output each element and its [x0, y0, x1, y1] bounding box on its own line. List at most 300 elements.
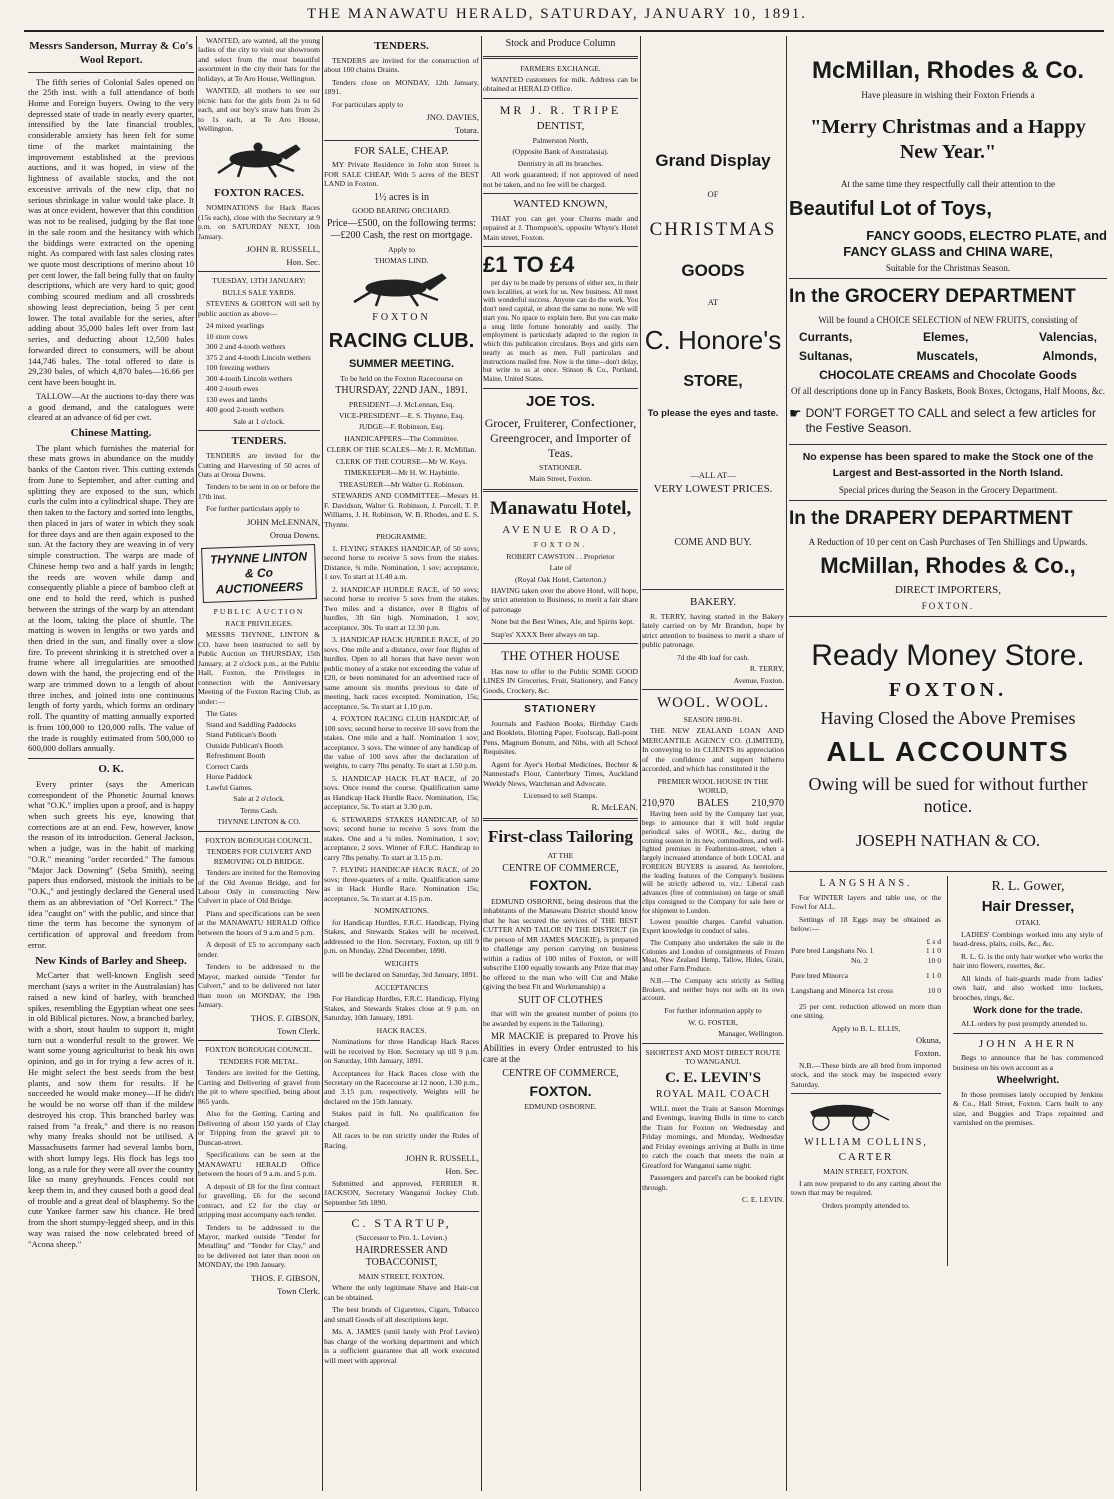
- grocery-title: In the GROCERY DEPARTMENT: [789, 286, 1076, 308]
- toys-line: FANCY GOODS, ELECTRO PLATE, and: [866, 227, 1107, 243]
- langshans-place: Okuna,: [915, 1035, 941, 1046]
- collins-orders: Orders promptly attended to.: [822, 1200, 910, 1210]
- christmas-title: CHRISTMAS: [649, 218, 777, 240]
- divider: [198, 271, 320, 272]
- fruit: Elemes,: [922, 330, 969, 345]
- column-divider: [640, 36, 641, 1491]
- divider: [483, 818, 638, 821]
- divider: [324, 140, 479, 141]
- tenders-body: For particulars apply to: [332, 99, 404, 109]
- ready-money-foxton: FOXTON.: [888, 679, 1008, 702]
- racing-club-foxton: FOXTON: [372, 312, 431, 324]
- divider: [791, 1093, 941, 1094]
- drapery-body: A Reduction of 10 per cent on Cash Purchases of Ten Shillings and Upwards.: [808, 537, 1088, 548]
- gower-body: R. L. G. is the only hair worker who works the hair into flowers, rosettes, &c.: [953, 951, 1103, 971]
- official: PRESIDENT—J. McLennan, Esq.: [348, 399, 455, 409]
- route-title: SHORTEST AND MOST DIRECT ROUTE TO WANGANUI.: [645, 1047, 781, 1067]
- dentist-address: Palmerston North,: [532, 135, 589, 145]
- tailoring-title: First-class Tailoring: [488, 827, 633, 847]
- auction-list: [198, 709, 320, 792]
- racing-held: To be held on the Foxton Racecourse on: [340, 373, 463, 383]
- gower-body: LADIES' Combings worked into any style of head-dress, plaits, coils, &c., &c.: [953, 929, 1103, 949]
- fruits-row: [799, 330, 1097, 345]
- list-item: 130 ewes and lambs: [206, 394, 268, 404]
- signature-title: Hon. Sec.: [445, 1166, 479, 1177]
- wool-season: SEASON 1890-91.: [683, 714, 743, 724]
- goods-title: GOODS: [681, 260, 745, 280]
- money-body: per day to be made by persons of either sex, in their own localities, at work for us. New business. All meet with wonderful success. Anyone can do the work. You don't need capital, or about the same no none. We will start you. No space to explain here. But you can make a snug little fortune honorably and easily. The employment is particularly adapted to the region in which this publication circulates. Boys and girls earn nearly as much as men. Full particulars and instructions mailed free. Now is the time—don't delay, but write to us at once. Stinson & Co., Portland, Maine, United States.: [483, 278, 638, 384]
- tailoring-body: that will win the greatest number of points (to be awarded by experts in the Tailoring).: [483, 1009, 638, 1028]
- list-item: 400 2-tooth ewes: [206, 384, 259, 394]
- bottom-ads: [789, 876, 1107, 1266]
- gower-trade: Hair Dresser,: [981, 897, 1075, 915]
- official: STEWARDS AND COMMITTEE—Messrs H. F. Davidson, Walter G. Robinson, J. Purcell, T. P. Williams, J. H. Robinson, W. B. Rhodes, and E. S. Thynne.: [324, 491, 479, 529]
- price-item: Pure bred Minorca: [791, 970, 848, 980]
- levin-body: Passengers and parcel's can be booked right through.: [642, 1173, 784, 1192]
- signature: JOHN R. RUSSELL,: [246, 244, 320, 255]
- tailoring-mackie: MR MACKIE is prepared to Prove his Abilities in every Order entrusted to his care at the: [483, 1031, 638, 1064]
- divider: [642, 1043, 784, 1044]
- for-sale-body: MY Private Residence in John ston Street is FOR SALE CHEAP, With 5 acres of the BEST LAND in Foxton.: [324, 160, 479, 189]
- tailoring-town: FOXTON.: [529, 1082, 592, 1099]
- price-row: [791, 946, 941, 955]
- pointing-hand-icon: ☛: [789, 406, 802, 422]
- dentist-body: Dentistry in all its branches.: [517, 158, 604, 168]
- officials-list: [324, 400, 479, 530]
- borough-council-body: Tenders to be addressed to the Mayor, marked outside "Tender for Culvert," and to be delivered not later than noon on MONDAY, the 19th January.: [198, 962, 320, 1010]
- langshans-eggs: Settings of 18 Eggs may be obtained as below:—: [791, 914, 941, 934]
- list-item: Horse Paddock: [206, 772, 253, 782]
- divider: [483, 643, 638, 644]
- hotel-road: AVENUE ROAD,: [502, 524, 619, 537]
- official: HANDICAPPERS—The Committee.: [344, 433, 459, 443]
- bulls-list: [198, 321, 320, 414]
- bulls-date: TUESDAY, 13TH JANUARY:: [212, 276, 306, 286]
- gower-body: ALL orders by post promptly attended to.: [961, 1019, 1088, 1029]
- wool-signature: W. G. FOSTER,: [688, 1017, 738, 1027]
- signature-title: Town Clerk.: [277, 1025, 320, 1036]
- tailoring-signature: EDMUND OSBORNE.: [524, 1102, 597, 1112]
- levin-body: WILL meet the Train at Sanson Mornings and Evenings, leaving Bulls in time to catch the Train for Foxton on Wednesday and Friday mornings, and Monday, Wednesday and Friday evenings arriving at Bulls in time to catch the coach that meets the train at Greatford for Wanganui same night.: [642, 1103, 784, 1170]
- fancy-baskets: Of all descriptions done up in Fancy Baskets, Book Boxes, Octogans, Half Moons, &c.: [791, 386, 1105, 397]
- wool-body: N.B.—The Company acts strictly as Selling Brokers, and neither buys nor sells on its own account.: [642, 976, 784, 1003]
- wool-title: WOOL. WOOL.: [657, 695, 769, 712]
- spacer: [642, 36, 784, 146]
- signature-title: Hon. Sec.: [286, 256, 320, 267]
- startup-address: MAIN STREET, FOXTON.: [358, 1271, 445, 1281]
- hotel-body: None but the Best Wines, Ale, and Spirits kept.: [491, 617, 635, 627]
- ahern-trade: Wheelwright.: [996, 1075, 1060, 1087]
- toys-suitable: Suitable for the Christmas Season.: [885, 263, 1011, 273]
- list-item: Outside Publican's Booth: [206, 740, 283, 750]
- masthead-rule: [24, 30, 1104, 32]
- tenders-body: TENDERS are invited for the construction of about 100 chains Drains.: [324, 55, 479, 75]
- weights-body: will be declared on Saturday, 3rd January, 1891.: [332, 970, 479, 980]
- other-house-body: Has now to offer to the Public SOME GOOD LINES IN Groceries, Fruit, Stationery, and Fancy Goods, Crockery, &c.: [483, 666, 638, 695]
- list-item: Lawful Games.: [206, 782, 253, 792]
- dentist-body: All work guaranteed; if not approved of need not be taken, and no fee will be charged.: [483, 170, 638, 189]
- drapery-title: In the DRAPERY DEPARTMENT: [789, 508, 1073, 530]
- mcmillan-title: McMillan, Rhodes & Co.,: [820, 553, 1076, 579]
- divider: [28, 72, 194, 73]
- price-item: Pure bred Langshans No. 1: [791, 946, 874, 956]
- borough-council-title: FOXTON BOROUGH COUNCIL.: [205, 1045, 313, 1055]
- wool-bales-right: 210,970: [751, 797, 784, 809]
- ok-title: O. K.: [98, 763, 124, 776]
- divider: [28, 758, 194, 759]
- wool-body: Lowest possible charges. Careful valuation. Expert knowledge in conduct of sales.: [642, 918, 784, 936]
- chinese-matting-body: The plant which furnishes the material for these mats grows in abundance on the muddy banks of the Canton river. This cutting extends from June to September, and after cutting and splitting they are exposed to the sun, which curls the culm into a cylindrical shape. They are then taken to the factory and sorted into lengths, then placed in jars of water in which they soak for three days and are then again exposed to the sun. At the factory they are weaving in of very simple construction. The warps are made of Chinese hemp two and a half yards in length; the reeds are woven while damp and consequently pliable a piece of bamboo cleft at one end to hold the reed, which is pushed between the strings of the warp by an attendant at the loom, taking the place of shuttle. The matting is woven in lengths or two yards and then dried in the sun, and finally over a slow fire. To prevent shrinking it is stretched over a frame where all irregularities are smoothed down with the hand, the projecting end of the warp are trimmed down to a length of about three inches, and joined into one continuous length of forty yards, which forms an ordinary roll. The quantity of matting annually exported is from 100,000 to 120,000 rolls. The value of the trade is roughly estimated from 500,000 to 600,000 dollars annually.: [28, 442, 194, 754]
- programme-title: PROGRAMME.: [376, 532, 427, 542]
- wool-further: For further information apply to: [664, 1006, 762, 1016]
- column-divider: [947, 876, 948, 1266]
- stock-column-title: Stock and Produce Column: [505, 38, 616, 49]
- divider: [198, 831, 320, 832]
- ok-body: Every printer (says the American correspondent of the Phonetic Journal knows what "O.K." implies upon a proof, and is happy when such greets his eye, knowing that corrections are at an end. Few, however, know the reason of its introduction. General Jackson, when a judge, was in the habit of marking "O.R." meaning "order recorded." The famous "Major Jack Downing" (Seba Smith), seeing papers thus endorsed, mistook the initials to be "O.K.," and jestingly declared the General used them as an abbreviation of "Orl Korrect." The idea "caught on" with the public, and since that time the term has become the synonym of certification of approval and freedom from error.: [28, 778, 194, 950]
- all-accounts: ALL ACCOUNTS: [826, 735, 1070, 767]
- farmers-exchange-body: WANTED customers for milk. Address can be obtained at HERALD Office.: [483, 74, 638, 94]
- divider: [483, 246, 638, 247]
- for-sale-apply: Apply to: [388, 244, 415, 254]
- price-row: [791, 956, 941, 965]
- wanted-ladies-ad: WANTED, are wanted, all the young ladies of the city to visit our showroom and select from the most beautiful assortment in the city their hats for the holidays, at Te Aro House, Wellington.: [198, 36, 320, 83]
- racehorse-illustration: [198, 137, 320, 181]
- tailoring-body: EDMUND OSBORNE, being desirous that the inhabitants of the Manawatu District should know that he has secured the services of THE BEST CUTTER AND TAILOR IN THE DISTRICT (in the person of MR JAMES MACKIE), is prepared to challenge any person carrying on business within a radius of 100 miles of Foxton, or will subscribe £100 equally towards any Prize that may be offered to the man who will Cut and Make (giving the best Fit and Workmanship) a: [483, 896, 638, 992]
- money-headline: £1 TO £4: [483, 252, 575, 278]
- auction-body: MESSRS THYNNE, LINTON & CO. have been instructed to sell by Public Auction on THURSDAY, 15th January, at 2 o'clock p.m., at the Public Hall, Foxton, the Privileges in connection with the Anniversary Meeting of the Foxton Racing Club, as under:—: [198, 630, 320, 706]
- grocery-body: Will be found a CHOICE SELECTION of NEW FRUITS, consisting of: [818, 315, 1078, 325]
- list-item: 300 4-tooth Lincoln wethers: [206, 373, 293, 383]
- signature-title: Oroua Downs.: [269, 529, 320, 540]
- borough-council-subtitle: TENDERS FOR CULVERT AND REMOVING OLD BRIDGE.: [206, 847, 312, 866]
- nathan-signature: JOSEPH NATHAN & CO.: [855, 830, 1041, 850]
- langshans-title: LANGSHANS.: [819, 878, 913, 890]
- wool-body: The Company also undertakes the sale in the Colonies and London of consignments of Frozen Meat, New Zealand Hemp, Tallow, Hides, Grain, and other Farm Produce.: [642, 938, 784, 974]
- bakery-title: BAKERY.: [690, 596, 736, 609]
- wool-body: Having been sold by the Company last year, begs to announce that it will hold regular periodical sales of WOOL, &c., during the coming season in its new, commodious, and well-lighted premises in Featherston-street, when a largely increased attendance of both LOCAL and FOREIGN BUYERS is assured. As heretofore, the leading features of the Company's business will be strictly adhered to, viz.: Liberal cash advances (free of commission) on large or small clips consigned to the Company for sale here or for shipment to London.: [642, 810, 784, 915]
- startup-name: C. STARTUP,: [351, 1216, 452, 1231]
- ready-money-title: Ready Money Store.: [811, 638, 1085, 672]
- for-sale-signature: THOMAS LIND.: [374, 256, 429, 266]
- column-divider: [481, 36, 482, 1491]
- fruit: Currants,: [799, 330, 853, 345]
- startup-successor: (Successor to Pro. L. Levien.): [356, 1233, 447, 1243]
- mcmillan-title: McMillan, Rhodes & Co.: [811, 57, 1084, 84]
- official: JUDGE—F. Robinson, Esq.: [358, 422, 445, 432]
- price-value: 1 1 0: [925, 946, 941, 956]
- langshans-ad: [791, 876, 941, 1212]
- startup-body: Ms. A. JAMES (until lately with Prof Levien) has charge of the working department and which is a sufficient guarantee that all work executed will meet with approval: [324, 1327, 479, 1365]
- gower-ad: [953, 876, 1103, 1131]
- dentist-name: MR J. R. TRIPE: [499, 102, 622, 117]
- dentist-title: DENTIST,: [536, 119, 585, 132]
- signature: JNO. DAVIES,: [426, 112, 479, 123]
- divider: [789, 616, 1107, 617]
- fruit: Sultanas,: [799, 349, 853, 364]
- chocolate-creams: CHOCOLATE CREAMS and Chocolate Goods: [819, 368, 1077, 383]
- acceptances-title: ACCEPTANCES: [374, 982, 429, 992]
- programme-item: 3. HANDICAP HACK HURDLE RACE, of 20 sovs. One mile and a distance, over four flights of hurdles. Open to all horses that have never won public money of a stake not exceeding the value of £20, or been nominated for an advertised race of same amount six months previous to date of meeting, hack races excepted. Nomination, 15s; acceptance, 5s. To start at 1.10 p.m.: [324, 635, 479, 711]
- signature-title: Manager, Wellington.: [718, 1029, 784, 1039]
- honore-store: STORE,: [683, 373, 743, 391]
- signature: R. McLEAN.: [591, 802, 638, 813]
- list-item: Stand Publican's Booth: [206, 730, 277, 740]
- same-time: At the same time they respectfully call their attention to the: [841, 179, 1055, 190]
- nominations-body: for Handicap Hurdles, F.R.C. Handicap, Flying Stakes, and Stewards Stakes will be received, addressed to the Hon. Secretary, Foxton, up till 9 p.m. on Monday, 22nd December, 1890.: [324, 917, 479, 956]
- official: CLERK OF THE SCALES—Mr J. R. McMillan.: [326, 445, 477, 455]
- stationery-body: Journals and Fashion Books, Birthday Cards and Booklets, Blotting Paper, Foolscap, Ball-point Pens, Magnum Bonum, and Nibs, with all School Requisites.: [483, 718, 638, 757]
- tenders-title: TENDERS.: [231, 435, 287, 448]
- auction-terms: Terms Cash.: [240, 805, 278, 815]
- list-item: 10 store cows: [206, 331, 248, 341]
- price-row: [791, 986, 941, 995]
- collins-address: MAIN STREET, FOXTON.: [823, 1167, 909, 1177]
- price-header: £ s d: [926, 936, 941, 946]
- ahern-name: JOHN AHERN: [978, 1037, 1078, 1050]
- having-closed: Having Closed the Above Premises: [820, 708, 1076, 729]
- merry-christmas: "Merry Christmas and a Happy New Year.": [810, 116, 1086, 164]
- column-4: [483, 36, 638, 1491]
- owing-notice: Owing will be sued for without further notice.: [808, 773, 1088, 817]
- column-3: [324, 36, 479, 1491]
- levin-title: C. E. LEVIN'S: [665, 1069, 761, 1086]
- programme-item: 1. FLYING STAKES HANDICAP, of 50 sovs; second horse to receive 5 sovs from the stakes. Distance, ¾ mile. Nomination, 1 sov; acceptance, 1 sov. To start at 11.40 a.m.: [324, 543, 479, 582]
- hotel-body: Stap'es' XXXX Beer always on tap.: [491, 629, 600, 639]
- please-eyes: To please the eyes and taste.: [647, 408, 779, 420]
- auction-title: PUBLIC AUCTION: [213, 607, 305, 617]
- come-and-buy: COME AND BUY.: [674, 536, 752, 548]
- ahern-body: Begs to announce that he has commenced business on his own account as a: [953, 1053, 1103, 1072]
- signature-title: Totara.: [455, 124, 479, 135]
- hack-races-approval: Submitted and approved, FERRIER R. JACKSON, Secretary Wanganui Jockey Club. September 5th 1890.: [324, 1178, 479, 1207]
- for-sale-acres: 1½ acres is in: [374, 191, 429, 203]
- tailoring-town: FOXTON.: [529, 877, 592, 894]
- hack-races-body: All races to be run strictly under the Rules of Racing.: [324, 1131, 479, 1150]
- hack-races-body: Acceptances for Hack Races close with the Secretary on the Racecourse at 12 noon, 1.30 p.m., and 3.15 p.m. respectively. Weights will be declared on the 15th January.: [324, 1068, 479, 1106]
- official: VICE-PRESIDENT—E. S. Thynne, Esq.: [338, 411, 465, 420]
- signature: THOS. F. GIBSON,: [250, 1012, 320, 1023]
- langshans-apply: Apply to B. L. ELLIS,: [831, 1023, 901, 1033]
- list-item: 100 freezing wethers: [206, 363, 270, 373]
- programme-list: [324, 544, 479, 903]
- borough-council-body: A deposit of £5 to accompany each tender.: [198, 940, 320, 959]
- collins-body: I am now prepared to do any carting about the town that may be required.: [791, 1178, 941, 1198]
- bulls-title: BULLS SALE YARDS.: [222, 287, 296, 297]
- price-row: [791, 971, 941, 980]
- startup-body: The best brands of Cigarettes, Cigars, Tobacco and small Goods of all descriptions kept.: [324, 1305, 479, 1324]
- divider: [789, 278, 1107, 279]
- racing-club-title: RACING CLUB.: [328, 329, 475, 352]
- divider: [483, 388, 638, 389]
- goods-at: AT: [707, 296, 719, 307]
- price-value: 10 0: [927, 986, 941, 996]
- signature-title: Avenue, Foxton.: [733, 675, 784, 685]
- hack-races-title: HACK RACES.: [376, 1025, 427, 1035]
- list-item: 24 mixed yearlings: [206, 321, 265, 331]
- auctioneers-banner: THYNNE LINTON & Co AUCTIONEERS: [201, 544, 317, 603]
- joe-tos-address: Main Street, Foxton.: [529, 474, 592, 484]
- divider: [483, 193, 638, 194]
- programme-item: 2. HANDICAP HURDLE RACE, of 50 sovs; second horse to receive 5 sovs from the stakes. Two miles and a distance, over 8 flights of hurdles, 3ft 6in high. Nomination, 1 sov; acceptance, 30s. To start at 12.30 p.m.: [324, 584, 479, 632]
- wool-bales-label: BALES: [697, 797, 729, 809]
- gower-name: R. L. Gower,: [991, 879, 1065, 895]
- tenders-body: TENDERS are invited for the Cutting and Harvesting of 50 acres of Oats at Oroua Downs.: [198, 451, 320, 479]
- ahern-body: In those premises lately occupied by Jenkins & Co., Hall Street, Foxton. Carts built to any size, and Buggies and Traps repainted and varnished on the premises.: [953, 1089, 1103, 1128]
- langshans-place: Foxton.: [914, 1048, 941, 1059]
- borough-council-subtitle: TENDERS FOR METAL.: [218, 1056, 300, 1066]
- hack-races-body: Nominations for three Handicap Hack Races will be received by Hon. Secretary up till 9 p.m. on Saturday, 10th January, 1891.: [324, 1037, 479, 1066]
- divider: [198, 1040, 320, 1041]
- levin-coach: ROYAL MAIL COACH: [655, 1089, 771, 1101]
- borough-council-body: Plans and specifications can be seen at the MANAWATU HERALD Office between the hours of 9 a.m and 5 p.m.: [198, 908, 320, 937]
- gower-body: All kinds of hair-guards made from ladies' own hair, and also worked into lockets, brooches, rings, &c.: [953, 973, 1103, 1002]
- wanted-known-title: WANTED KNOWN,: [513, 198, 608, 211]
- joe-tos-body: Grocer, Fruiterer, Confectioner, Greengrocer, and Importer of Teas.: [484, 415, 637, 460]
- column-divider: [322, 36, 323, 1491]
- signature: R. TERRY,: [749, 664, 784, 674]
- column-divider: [786, 36, 787, 1491]
- divider: [789, 444, 1107, 445]
- mcmillan-foxton: FOXTON.: [921, 600, 975, 611]
- divider: [483, 699, 638, 700]
- dentist-address: (Opposite Bank of Australasia).: [512, 147, 609, 157]
- divider: [483, 489, 638, 492]
- divider: [789, 871, 1107, 872]
- column-6: [789, 36, 1107, 1491]
- wool-body: THE NEW ZEALAND LOAN AND MERCANTILE AGENCY CO. (LIMITED), In conveying to its CLIENTS its appreciation of the confidence and support hitherto accorded, and which has constituted it the: [642, 726, 784, 774]
- borough-council-title: FOXTON BOROUGH COUNCIL.: [205, 835, 313, 845]
- fruits-row: [799, 349, 1097, 364]
- wanted-known-body: THAT you can get your Churns made and repaired at J. Thompson's, opposite Whyte's Hotel Main street, Foxton.: [483, 213, 638, 242]
- programme-item: 4. FOXTON RACING CLUB HANDICAP, of 100 sovs; second horse to receive 10 sovs from the stakes. One mile and a half. Nomination 1 sov; acceptance, 3 sovs. The winner of any handicap of the value of 100 sovs after the declaration of weights, to carry 7lbs penalty. To start at 1.50 p.m.: [324, 714, 479, 771]
- grand-display-title: Grand Display: [655, 151, 771, 170]
- fruit: Valencias,: [1038, 330, 1097, 345]
- signature: THOS. F. GIBSON,: [250, 1272, 320, 1283]
- borough-council-body: Specifications can be seen at the MANAWATU HERALD Office between the hours of 9 a.m. and 5 p.m.: [198, 1150, 320, 1179]
- divider: [198, 430, 320, 431]
- grand-display-of: OF: [707, 189, 719, 200]
- bulls-body: STEVENS & GORTON will sell by public auction as above—: [198, 299, 320, 318]
- hotel-owner: ROBERT CAWSTON . . Proprietor: [506, 551, 615, 561]
- joe-tos-title: JOE TOS.: [526, 392, 595, 410]
- list-item: The Gates: [206, 709, 237, 719]
- stationery-body: Agent for Ayer's Herbal Medicines, Bechter & Nannestad's Flour, Canterbury Times, Auckland Weekly News, Watchman and Advocate.: [483, 759, 638, 788]
- toys-line: FANCY GLASS and CHINA WARE,: [843, 243, 1053, 259]
- borough-council-body: A deposit of £8 for the first contract for gravelling, £6 for the second contract, and £2 for the clay or stripping must accompany each tender.: [198, 1181, 320, 1220]
- gower-place: OTAKI.: [1015, 918, 1041, 928]
- carriage-illustration: [791, 1098, 891, 1132]
- list-item: Refreshment Booth: [206, 751, 266, 761]
- divider: [953, 1033, 1103, 1034]
- collins-name: WILLIAM COLLINS,: [804, 1136, 928, 1148]
- tenders-title: TENDERS.: [374, 40, 429, 52]
- column-5: [642, 36, 784, 1491]
- hack-races-body: Stakes paid in full. No qualification fee charged.: [324, 1109, 479, 1128]
- direct-importers: DIRECT IMPORTERS,: [894, 583, 1002, 596]
- price-value: 1 1 0: [925, 970, 941, 980]
- fruit: Muscatels,: [916, 349, 979, 364]
- hotel-late: Late of: [549, 563, 572, 573]
- dont-forget-text: DON'T FORGET TO CALL and select a few articles for the Festive Season.: [805, 405, 1096, 435]
- farmers-exchange-title: FARMERS EXCHANGE.: [520, 63, 601, 73]
- hotel-body: HAVING taken over the above Hotel, will hope, by strict attention to Business, to merit a fair share of patronage: [483, 585, 638, 614]
- tailoring-at: AT THE: [547, 851, 574, 861]
- barley-body: McCarter that well-known English seed merchant (says a writer in the Australasian) has raised a new kind of barley, with branched spikes, resembling the Egyptian wheat one sees in old Biblical pictures. Now, a branched barley, with a short, stout haulm to support it, might turn out a wonderful result to the grower. We want some young agriculturist to beak his own opinion, and go in for trying a few acres of it. He might select the best seeds from the best plants, and sow them for results. If he succeeded he would make money—If he didn't he would be no worse off than if the mildew destroyed his crop. This branched barley was raised from "a freak," and there is no reason why many freaks should not be utilised. A Massachusetts farmer had several lambs born, with short lumpy legs. His flock has legs too long, as a rule for they were all over the country like so many greyhounds. Fences could not keep them in, and they caused both a good deal of trouble and a great deal of blasphemy. So the cute Yankee farmer saw his chance. He bred from the short stumpy-legged sheep, and in this way was raised the now celebrated breed of "Acona sheep.": [28, 970, 194, 1249]
- acceptances-body: For Handicap Hurdles, F.R.C. Handicap, Flying Stakes, and Stewards Stakes close at 9 p.m. on Saturday, 10th January, 1891.: [324, 994, 479, 1023]
- honore-name: C. Honore's: [644, 324, 782, 355]
- divider: [789, 500, 1107, 501]
- weights-title: WEIGHTS: [384, 958, 419, 968]
- nominations-title: NOMINATIONS.: [374, 906, 429, 916]
- divider: [642, 589, 784, 590]
- list-item: 400 good 2-tooth wethers: [206, 405, 284, 415]
- for-sale-orchard: GOOD BEARING ORCHARD.: [352, 206, 451, 216]
- for-sale-title: FOR SALE, CHEAP.: [354, 144, 449, 157]
- official: CLERK OF THE COURSE—Mr W. Keys.: [335, 456, 468, 466]
- borough-council-body: Tenders are invited for the Removing of the Old Avenue Bridge, and for Labour Only in constructing New Culvert in place of Old Bridge.: [198, 868, 320, 906]
- startup-title: HAIRDRESSER AND TOBACCONIST,: [355, 1244, 448, 1269]
- wool-report-title: Messrs Sanderson, Murray & Co's Wool Report.: [29, 40, 193, 66]
- signature: JOHN R. RUSSELL,: [405, 1153, 479, 1164]
- bulls-sale-time: Sale at 1 o'clock.: [233, 416, 285, 426]
- for-sale-price: Price—£500, on the following terms:—£200 Cash, the rest on mortgage.: [326, 217, 477, 242]
- signature: C. E. LEVIN.: [742, 1195, 784, 1205]
- list-item: 300 2 and 4-tooth wethers: [206, 342, 286, 352]
- divider: [483, 56, 638, 59]
- price-item: No. 2: [851, 955, 868, 965]
- tenders-body: Tenders to be sent in on or before the 17th inst.: [198, 482, 320, 501]
- special-prices: Special prices during the Season in the Grocery Department.: [838, 485, 1058, 496]
- gower-trade-work: Work done for the trade.: [973, 1005, 1083, 1017]
- tailoring-suit: SUIT OF CLOTHES: [518, 994, 603, 1006]
- hotel-late-place: (Royal Oak Hotel, Carterton.): [515, 574, 606, 584]
- list-item: Stand and Saddling Paddocks: [206, 719, 297, 729]
- auction-subtitle: RACE PRIVILEGES.: [225, 618, 293, 628]
- tenders-body: Tenders close on MONDAY, 12th January, 1891.: [324, 77, 479, 97]
- signature: JOHN McLENNAN,: [246, 516, 320, 527]
- mcmillan-pleasure: Have pleasure in wishing their Foxton Friends a: [861, 90, 1035, 100]
- divider: [483, 98, 638, 99]
- divider: [324, 1211, 479, 1212]
- wool-bales: [642, 798, 784, 811]
- list-item: Correct Cards: [206, 761, 249, 771]
- foxton-races-body: NOMINATIONS for Hack Races (15s each), close with the Secretary at 9 p.m. on SATURDAY NEXT, 10th January.: [198, 203, 320, 241]
- auction-signature: THYNNE LINTON & CO.: [217, 817, 301, 827]
- stationery-title: STATIONERY: [524, 704, 597, 716]
- tenders-body: For further particulars apply to: [206, 504, 300, 514]
- price-value: 10 0: [927, 955, 941, 965]
- barley-title: New Kinds of Barley and Sheep.: [35, 954, 187, 967]
- all-at: —ALL AT—: [690, 470, 736, 481]
- toys-title: Beautiful Lot of Toys,: [789, 197, 992, 220]
- hotel-town: FOXTON.: [533, 540, 588, 550]
- programme-item: 7. FLYING HANDICAP HACK RACE, of 20 sovs; three-quarters of a mile. Qualification same as in Hack Hurdle Race. Nomination 15s; acceptance, 5s. To start at 4.15 p.m.: [324, 865, 479, 903]
- divider: [642, 689, 784, 690]
- official: TIMEKEEPER—Mr H. W. Haybittle.: [343, 468, 460, 478]
- hotel-title: Manawatu Hotel,: [489, 497, 632, 519]
- langshans-nb: N.B.—These birds are all bred from imported stock, and the stock may be inspected every Saturday.: [791, 1060, 941, 1089]
- price-item: Langshang and Minorca 1st cross: [791, 986, 894, 996]
- langshans-reduction: 25 per cent. reduction allowed on more than one sitting.: [791, 1001, 941, 1021]
- dont-forget-row: [789, 406, 1107, 436]
- bakery-loaf: 7d the 4lb loaf for cash.: [676, 652, 750, 662]
- signature-title: Town Clerk.: [277, 1285, 320, 1296]
- joe-tos-stationer: STATIONER.: [539, 462, 582, 472]
- fruit: Almonds,: [1042, 349, 1097, 364]
- auction-sale-time: Sale at 2 o'clock.: [233, 794, 285, 804]
- column-2: [198, 36, 320, 1491]
- no-expense: No expense has been spared to make the Stock one of the Largest and Best-assorted in the North Island.: [802, 450, 1094, 480]
